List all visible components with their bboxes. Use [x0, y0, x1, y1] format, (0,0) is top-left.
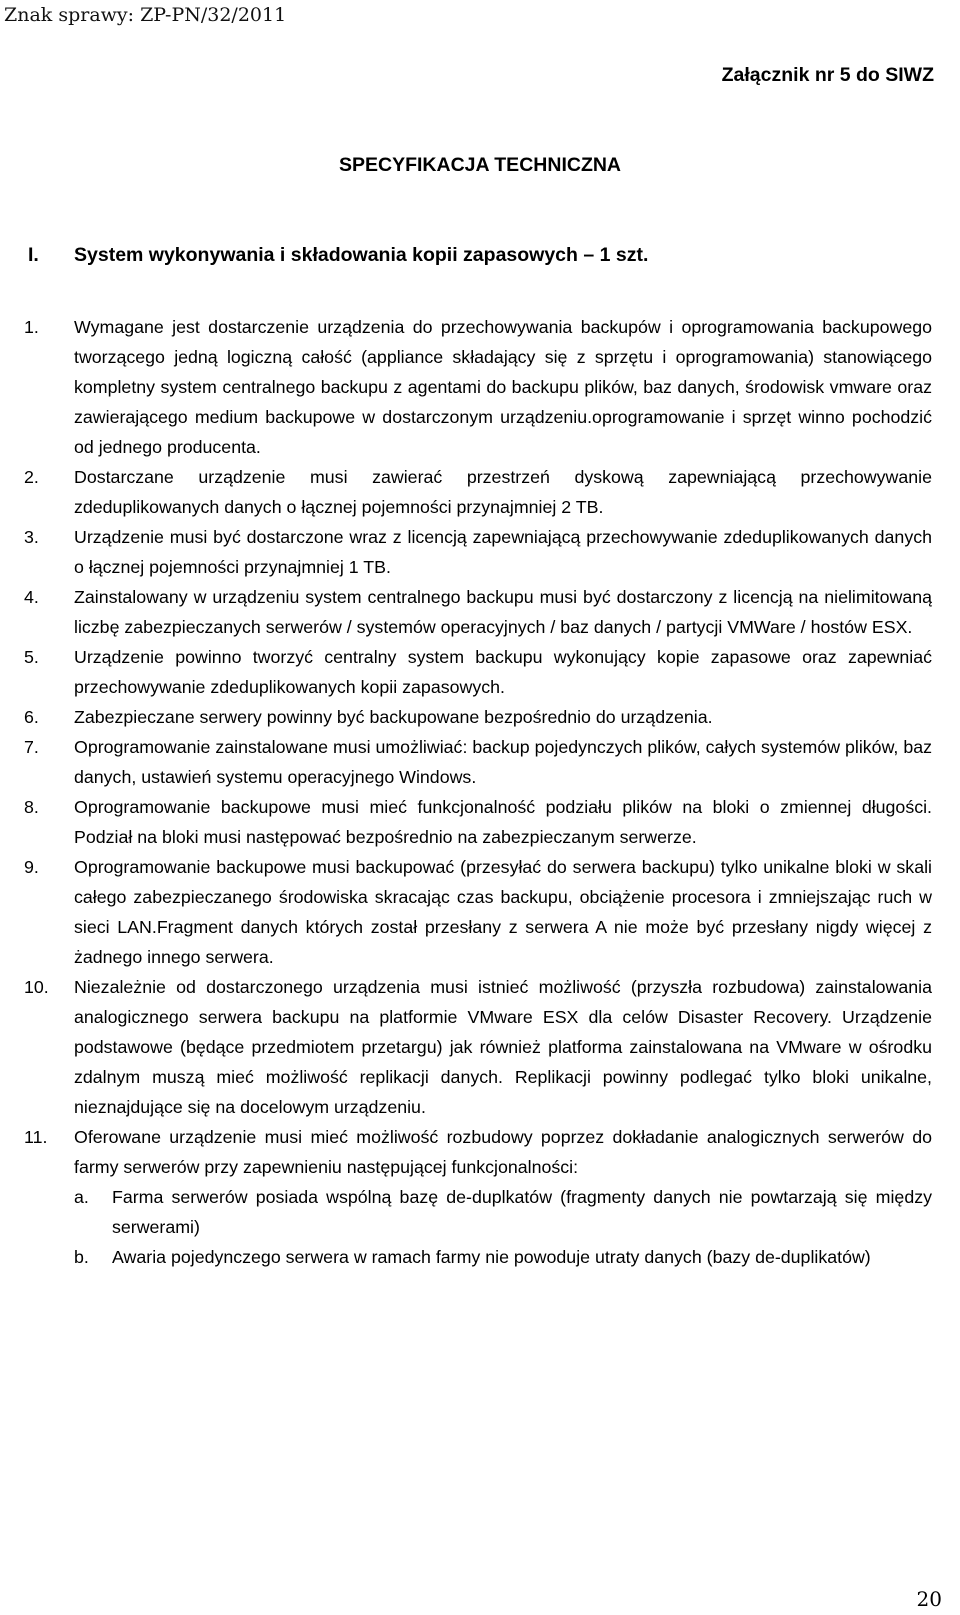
- list-item: [24, 792, 932, 852]
- item-text: Urządzenie musi być dostarczone wraz z licencją zapewniającą przechowywanie zdeduplikowanych danych o łącznej pojemności przynajmniej 1 TB.: [74, 527, 932, 577]
- sub-item-text: Awaria pojedynczego serwera w ramach farmy nie powoduje utraty danych (bazy de-duplikatów): [112, 1247, 871, 1267]
- item-text: Oprogramowanie zainstalowane musi umożliwiać: backup pojedynczych plików, całych systemów plików, baz danych, ustawień systemu operacyjnego Windows.: [74, 737, 932, 787]
- list-item: [24, 702, 932, 732]
- sub-item-text: Farma serwerów posiada wspólną bazę de-duplkatów (fragmenty danych nie powtarzają się między serwerami): [112, 1187, 932, 1237]
- page-number: 20: [916, 1587, 942, 1611]
- item-number: 8.: [24, 797, 39, 817]
- item-text: Wymagane jest dostarczenie urządzenia do przechowywania backupów i oprogramowania backupowego tworzącego jedną logiczną całość (appliance składający się z sprzętu i oprogramowania) stanowiącego kompletny system centralnego backupu z agentami do backupu plików, baz danych, środowisk vmware oraz zawierającego medium backupowe w dostarczonym urządzeniu.oprogramowanie i sprzęt winno pochodzić od jednego producenta.: [74, 317, 932, 457]
- section-heading: [28, 244, 648, 267]
- list-item: [24, 972, 932, 1122]
- item-text: Oprogramowanie backupowe musi backupować (przesyłać do serwera backupu) tylko unikalne bloki w skali całego zabezpieczanego środowiska skracając czas backupu, obciążenie procesora i zmniejszając ruch w sieci LAN.Fragment danych których został przesłany z serwera A nie może być przesłany nigdy więcej z żadnego innego serwera.: [74, 857, 932, 967]
- case-reference: Znak sprawy: ZP-PN/32/2011: [4, 4, 287, 26]
- sub-list-item: [74, 1182, 932, 1242]
- list-item: [24, 642, 932, 702]
- item-number: 5.: [24, 647, 39, 667]
- list-item: [24, 522, 932, 582]
- item-text: Niezależnie od dostarczonego urządzenia musi istnieć możliwość (przyszła rozbudowa) zainstalowania analogicznego serwera backupu na platformie VMware ESX dla celów Disaster Recovery. Urządzenie podstawowe (będące przedmiotem przetargu) jak również platforma zainstalowana na VMware w ośrodku zdalnym muszą mieć możliwość replikacji danych. Replikacji powinny podlegać tylko bloki unikalne, nieznajdujące się na docelowym urządzeniu.: [74, 977, 932, 1117]
- item-body: [74, 1122, 932, 1272]
- document-title: SPECYFIKACJA TECHNICZNA: [338, 154, 622, 176]
- item-number: 7.: [24, 737, 39, 757]
- annex-label: Załącznik nr 5 do SIWZ: [721, 64, 934, 86]
- item-text: Zabezpieczane serwery powinny być backupowane bezpośrednio do urządzenia.: [74, 707, 713, 727]
- item-text: Oprogramowanie backupowe musi mieć funkcjonalność podziału plików na bloki o zmiennej długości. Podział na bloki musi następować bezpośrednio na zabezpieczanym serwerze.: [74, 797, 932, 847]
- sub-list-item: [74, 1242, 932, 1272]
- list-item: [24, 852, 932, 972]
- section-number: I.: [28, 244, 39, 266]
- item-number: 10.: [24, 977, 49, 997]
- item-number: 1.: [24, 317, 39, 337]
- list-item: [24, 462, 932, 522]
- item-number: 9.: [24, 857, 39, 877]
- item-number: 4.: [24, 587, 39, 607]
- sub-item-letter: a.: [74, 1187, 89, 1207]
- item-number: 11.: [24, 1127, 48, 1147]
- sub-item-letter: b.: [74, 1247, 89, 1267]
- item-text: Oferowane urządzenie musi mieć możliwość rozbudowy poprzez dokładanie analogicznych serwerów do farmy serwerów przy zapewnieniu następującej funkcjonalności:: [74, 1127, 932, 1177]
- item-number: 6.: [24, 707, 39, 727]
- item-number: 3.: [24, 527, 39, 547]
- item-text: Urządzenie powinno tworzyć centralny system backupu wykonujący kopie zapasowe oraz zapewniać przechowywanie zdeduplikowanych kopii zapasowych.: [74, 647, 932, 697]
- item-text: Dostarczane urządzenie musi zawierać przestrzeń dyskową zapewniającą przechowywanie zdeduplikowanych danych o łącznej pojemności przynajmniej 2 TB.: [74, 467, 932, 517]
- section-title: System wykonywania i składowania kopii zapasowych – 1 szt.: [74, 244, 649, 266]
- list-item: [24, 732, 932, 792]
- item-number: 2.: [24, 467, 39, 487]
- list-item: [24, 312, 932, 462]
- requirements-list: [24, 312, 932, 1272]
- list-item: [24, 1122, 932, 1272]
- item-text: Zainstalowany w urządzeniu system centralnego backupu musi być dostarczony z licencją na nielimitowaną liczbę zabezpieczanych serwerów / systemów operacyjnych / baz danych / partycji VMWare / hostów ESX.: [74, 587, 932, 637]
- list-item: [24, 582, 932, 642]
